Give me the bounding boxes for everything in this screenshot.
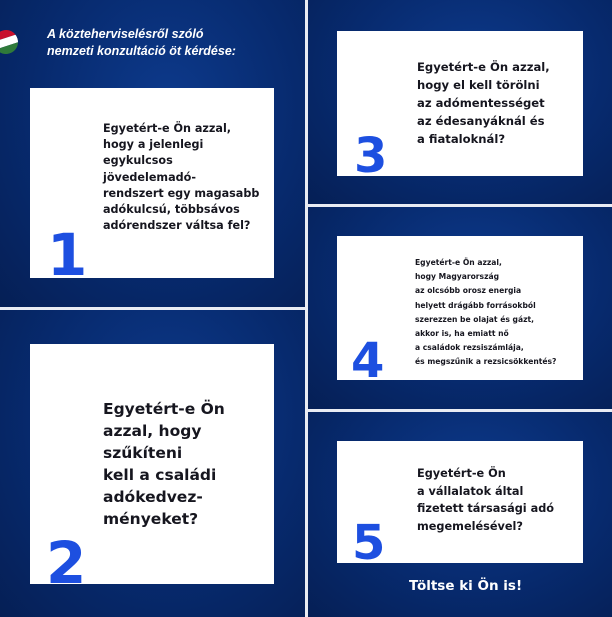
question-text-4 <box>415 256 556 370</box>
question-line: rendszert egy magasabb <box>103 186 260 200</box>
question-line: megemelésével? <box>417 519 523 533</box>
question-text-1 <box>103 121 259 234</box>
question-line: az édesanyáknál és <box>417 114 545 128</box>
header-line: nemzeti konzultáció öt kérdése: <box>47 44 236 58</box>
question-line: szerezzen be olajat és gázt, <box>415 314 535 324</box>
question-card-1 <box>30 88 274 289</box>
question-card-4 <box>337 236 583 389</box>
question-number-1: 1 <box>47 221 88 289</box>
panel-question-1 <box>0 0 305 307</box>
panel-question-2 <box>0 310 305 617</box>
question-text-5 <box>417 465 554 535</box>
question-number-4: 4 <box>351 333 385 389</box>
question-line: ményeket? <box>103 510 199 528</box>
question-line: adókedvez- <box>103 488 203 506</box>
question-line: Egyetért-e Ön <box>103 400 225 418</box>
question-line: egykulcsos <box>103 154 173 168</box>
question-text-2 <box>103 398 225 530</box>
question-line: Egyetért-e Ön azzal, <box>415 258 502 267</box>
question-number-5: 5 <box>352 515 386 571</box>
panel-question-4 <box>308 207 612 409</box>
question-line: kell a családi <box>103 466 217 484</box>
question-line: a családok rezsiszámlája, <box>415 343 524 353</box>
question-line: adókulcsú, többsávos <box>103 203 240 217</box>
question-line: jövedelemadó- <box>103 170 196 184</box>
question-line: Egyetért-e Ön azzal, <box>417 60 550 74</box>
question-line: akkor is, ha emiatt nő <box>415 329 509 339</box>
question-line: hogy a jelenlegi <box>103 138 204 152</box>
question-line: fizetett társasági adó <box>417 502 555 515</box>
panel-question-3 <box>308 0 612 204</box>
question-line: az olcsóbb orosz energia <box>415 286 522 296</box>
question-line: hogy Magyarország <box>415 272 500 282</box>
question-line: a fiataloknál? <box>417 132 506 146</box>
consultation-header <box>47 26 236 60</box>
question-line: Egyetért-e Ön <box>417 467 506 480</box>
hungarian-flag-icon <box>0 27 21 57</box>
question-line: a vállalatok által <box>417 484 524 498</box>
question-line: helyett drágább forrásokból <box>415 300 536 310</box>
call-to-action: Töltse ki Ön is! <box>409 578 523 594</box>
question-line: szűkíteni <box>103 444 183 462</box>
panel-question-5 <box>308 412 612 617</box>
question-card-3 <box>337 31 583 184</box>
question-card-2 <box>30 344 274 597</box>
question-number-2: 2 <box>46 529 87 597</box>
question-text-3 <box>417 58 550 148</box>
question-line: azzal, hogy <box>103 422 202 440</box>
question-line: Egyetért-e Ön azzal, <box>103 122 232 135</box>
question-line: adórendszer váltsa fel? <box>103 219 251 233</box>
question-number-3: 3 <box>354 128 388 184</box>
question-line: hogy el kell törölni <box>417 78 540 92</box>
question-card-5 <box>337 441 583 571</box>
header-line: A közteherviselésről szóló <box>47 27 204 41</box>
question-line: és megszűnik a rezsicsökkentés? <box>415 357 557 367</box>
question-line: az adómentességet <box>417 96 545 110</box>
